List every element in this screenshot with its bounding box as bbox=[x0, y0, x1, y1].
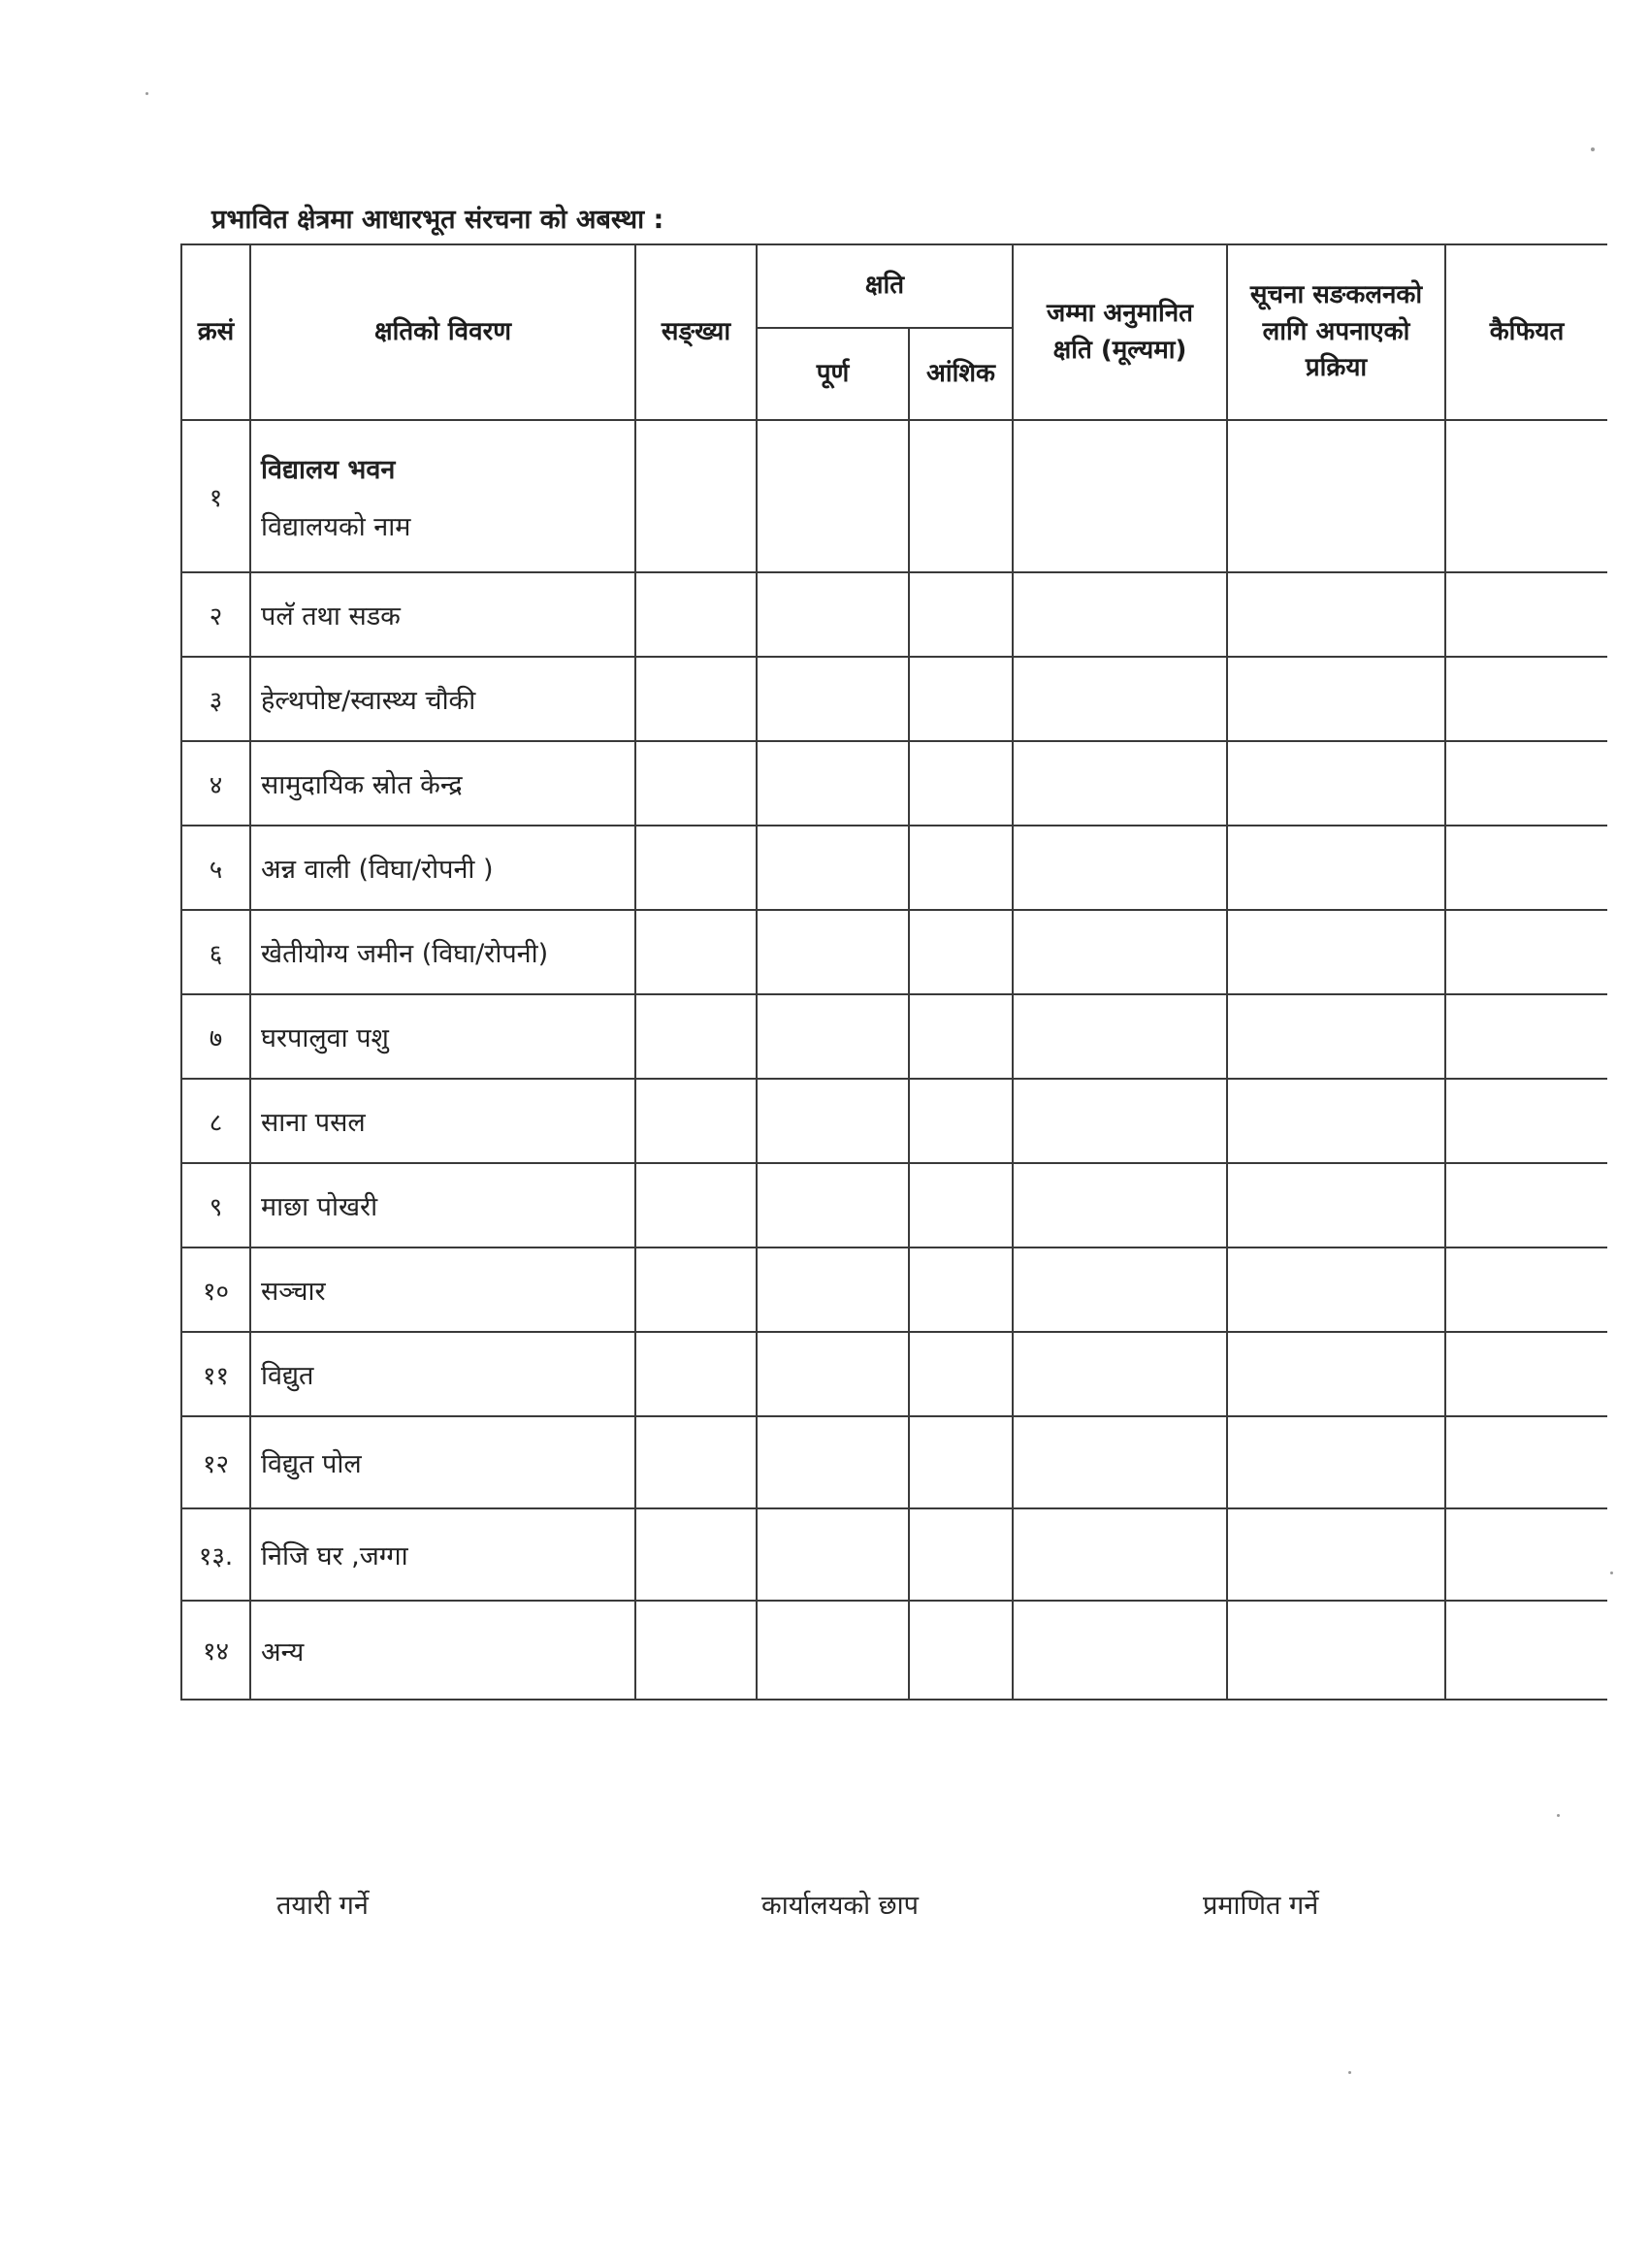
cell-remarks bbox=[1445, 910, 1607, 994]
table-row bbox=[181, 1508, 1607, 1601]
cell-collection-process bbox=[1227, 826, 1445, 910]
row-serial: ३ bbox=[181, 657, 250, 741]
cell-remarks bbox=[1445, 1079, 1607, 1163]
row-serial: ११ bbox=[181, 1332, 250, 1416]
row-serial: १ bbox=[181, 420, 250, 572]
table-row bbox=[181, 741, 1607, 826]
row-label: खेतीयोग्य जमीन (विघा/रोपनी) bbox=[250, 910, 635, 994]
row-description bbox=[250, 420, 635, 572]
cell-total-estimated bbox=[1013, 910, 1227, 994]
table-row bbox=[181, 1416, 1607, 1508]
table-row bbox=[181, 1247, 1607, 1332]
signature-certified-by: प्रमाणित गर्ने bbox=[1203, 1891, 1319, 1921]
cell-damage-partial bbox=[909, 994, 1013, 1079]
cell-remarks bbox=[1445, 1508, 1607, 1601]
header-remarks: कैफियत bbox=[1445, 244, 1607, 420]
row-label: विद्यालय भवन bbox=[261, 454, 396, 485]
cell-damage-full bbox=[757, 1079, 909, 1163]
cell-damage-full bbox=[757, 1332, 909, 1416]
row-label: सामुदायिक स्रोत केन्द्र bbox=[250, 741, 635, 826]
cell-damage-partial bbox=[909, 657, 1013, 741]
cell-collection-process bbox=[1227, 741, 1445, 826]
cell-total-estimated bbox=[1013, 1601, 1227, 1700]
cell-remarks bbox=[1445, 420, 1607, 572]
cell-collection-process bbox=[1227, 1163, 1445, 1247]
cell-total-estimated bbox=[1013, 1508, 1227, 1601]
cell-total-estimated bbox=[1013, 1247, 1227, 1332]
cell-remarks bbox=[1445, 657, 1607, 741]
cell-damage-full bbox=[757, 910, 909, 994]
row-serial: १३. bbox=[181, 1508, 250, 1601]
cell-remarks bbox=[1445, 1416, 1607, 1508]
cell-collection-process bbox=[1227, 420, 1445, 572]
cell-damage-full bbox=[757, 1163, 909, 1247]
header-damage-full: पूर्ण bbox=[757, 328, 909, 420]
row-serial: १२ bbox=[181, 1416, 250, 1508]
cell-damage-full bbox=[757, 1247, 909, 1332]
table-row bbox=[181, 1332, 1607, 1416]
row-label: अन्य bbox=[250, 1601, 635, 1700]
row-label: अन्न वाली (विघा/रोपनी ) bbox=[250, 826, 635, 910]
cell-remarks bbox=[1445, 994, 1607, 1079]
cell-count bbox=[635, 1508, 757, 1601]
cell-collection-process bbox=[1227, 1601, 1445, 1700]
cell-damage-full bbox=[757, 420, 909, 572]
cell-total-estimated bbox=[1013, 1416, 1227, 1508]
row-serial: ६ bbox=[181, 910, 250, 994]
cell-remarks bbox=[1445, 1332, 1607, 1416]
cell-total-estimated bbox=[1013, 420, 1227, 572]
cell-total-estimated bbox=[1013, 741, 1227, 826]
cell-count bbox=[635, 1332, 757, 1416]
row-serial: ७ bbox=[181, 994, 250, 1079]
cell-count bbox=[635, 1416, 757, 1508]
table-row bbox=[181, 1163, 1607, 1247]
cell-total-estimated bbox=[1013, 572, 1227, 657]
cell-count bbox=[635, 1601, 757, 1700]
cell-collection-process bbox=[1227, 1079, 1445, 1163]
row-label: माछा पोखरी bbox=[250, 1163, 635, 1247]
cell-count bbox=[635, 741, 757, 826]
row-label: घरपालुवा पशु bbox=[250, 994, 635, 1079]
cell-total-estimated bbox=[1013, 994, 1227, 1079]
row-serial: ४ bbox=[181, 741, 250, 826]
cell-count bbox=[635, 572, 757, 657]
cell-collection-process bbox=[1227, 1508, 1445, 1601]
cell-damage-full bbox=[757, 1416, 909, 1508]
table-row bbox=[181, 420, 1607, 572]
cell-damage-full bbox=[757, 657, 909, 741]
cell-collection-process bbox=[1227, 1332, 1445, 1416]
cell-remarks bbox=[1445, 1163, 1607, 1247]
cell-damage-partial bbox=[909, 420, 1013, 572]
cell-collection-process bbox=[1227, 910, 1445, 994]
cell-damage-partial bbox=[909, 1247, 1013, 1332]
row-serial: २ bbox=[181, 572, 250, 657]
row-label: सञ्चार bbox=[250, 1247, 635, 1332]
cell-damage-full bbox=[757, 1508, 909, 1601]
header-collection-process: सूचना सङकलनको लागि अपनाएको प्रक्रिया bbox=[1227, 244, 1445, 420]
row-label: विद्युत पोल bbox=[250, 1416, 635, 1508]
cell-remarks bbox=[1445, 741, 1607, 826]
cell-count bbox=[635, 1247, 757, 1332]
cell-count bbox=[635, 657, 757, 741]
cell-damage-partial bbox=[909, 572, 1013, 657]
cell-collection-process bbox=[1227, 1247, 1445, 1332]
scan-speck bbox=[1591, 147, 1595, 151]
row-label: साना पसल bbox=[250, 1079, 635, 1163]
cell-damage-partial bbox=[909, 910, 1013, 994]
scan-speck bbox=[1610, 1571, 1613, 1574]
table-row bbox=[181, 910, 1607, 994]
cell-damage-partial bbox=[909, 826, 1013, 910]
cell-damage-partial bbox=[909, 1163, 1013, 1247]
cell-damage-full bbox=[757, 1601, 909, 1700]
cell-collection-process bbox=[1227, 1416, 1445, 1508]
cell-count bbox=[635, 1079, 757, 1163]
cell-count bbox=[635, 910, 757, 994]
signature-prepared-by: तयारी गर्ने bbox=[276, 1891, 369, 1921]
row-serial: ८ bbox=[181, 1079, 250, 1163]
cell-damage-partial bbox=[909, 1416, 1013, 1508]
row-serial: १० bbox=[181, 1247, 250, 1332]
cell-remarks bbox=[1445, 1247, 1607, 1332]
cell-remarks bbox=[1445, 1601, 1607, 1700]
cell-damage-partial bbox=[909, 1508, 1013, 1601]
table-row bbox=[181, 826, 1607, 910]
table-row bbox=[181, 572, 1607, 657]
header-count: सङ्ख्या bbox=[635, 244, 757, 420]
cell-damage-partial bbox=[909, 1601, 1013, 1700]
header-row-top bbox=[181, 244, 1607, 328]
row-serial: ९ bbox=[181, 1163, 250, 1247]
row-label: विद्युत bbox=[250, 1332, 635, 1416]
scan-speck bbox=[1348, 2071, 1351, 2074]
signature-office-seal: कार्यालयको छाप bbox=[761, 1891, 919, 1921]
cell-total-estimated bbox=[1013, 1332, 1227, 1416]
row-label: हेल्थपोष्ट/स्वास्थ्य चौकी bbox=[250, 657, 635, 741]
cell-total-estimated bbox=[1013, 826, 1227, 910]
scan-speck bbox=[1557, 1814, 1560, 1817]
row-serial: ५ bbox=[181, 826, 250, 910]
header-total-estimated-damage: जम्मा अनुमानित क्षति (मूल्यमा) bbox=[1013, 244, 1227, 420]
header-damage-partial: आंशिक bbox=[909, 328, 1013, 420]
cell-damage-partial bbox=[909, 741, 1013, 826]
cell-damage-full bbox=[757, 572, 909, 657]
cell-total-estimated bbox=[1013, 657, 1227, 741]
cell-count bbox=[635, 826, 757, 910]
table-row bbox=[181, 994, 1607, 1079]
cell-damage-full bbox=[757, 741, 909, 826]
row-sublabel: विद्यालयको नाम bbox=[261, 511, 411, 542]
cell-damage-partial bbox=[909, 1079, 1013, 1163]
cell-total-estimated bbox=[1013, 1163, 1227, 1247]
cell-total-estimated bbox=[1013, 1079, 1227, 1163]
table-row bbox=[181, 657, 1607, 741]
row-label: पलॅ तथा सडक bbox=[250, 572, 635, 657]
table-row bbox=[181, 1601, 1607, 1700]
cell-remarks bbox=[1445, 572, 1607, 657]
cell-collection-process bbox=[1227, 657, 1445, 741]
cell-count bbox=[635, 420, 757, 572]
table-row bbox=[181, 1079, 1607, 1163]
cell-damage-full bbox=[757, 994, 909, 1079]
cell-count bbox=[635, 1163, 757, 1247]
cell-collection-process bbox=[1227, 572, 1445, 657]
page-title: प्रभावित क्षेत्रमा आधारभूत संरचना को अबस्था : bbox=[211, 205, 664, 235]
row-label: निजि घर ,जग्गा bbox=[250, 1508, 635, 1601]
cell-remarks bbox=[1445, 826, 1607, 910]
cell-damage-partial bbox=[909, 1332, 1013, 1416]
damage-table bbox=[180, 243, 1607, 1701]
scan-speck bbox=[146, 92, 148, 95]
cell-count bbox=[635, 994, 757, 1079]
header-serial: क्रसं bbox=[181, 244, 250, 420]
cell-damage-full bbox=[757, 826, 909, 910]
row-serial: १४ bbox=[181, 1601, 250, 1700]
header-damage: क्षति bbox=[757, 244, 1013, 328]
header-description: क्षतिको विवरण bbox=[250, 244, 635, 420]
cell-collection-process bbox=[1227, 994, 1445, 1079]
